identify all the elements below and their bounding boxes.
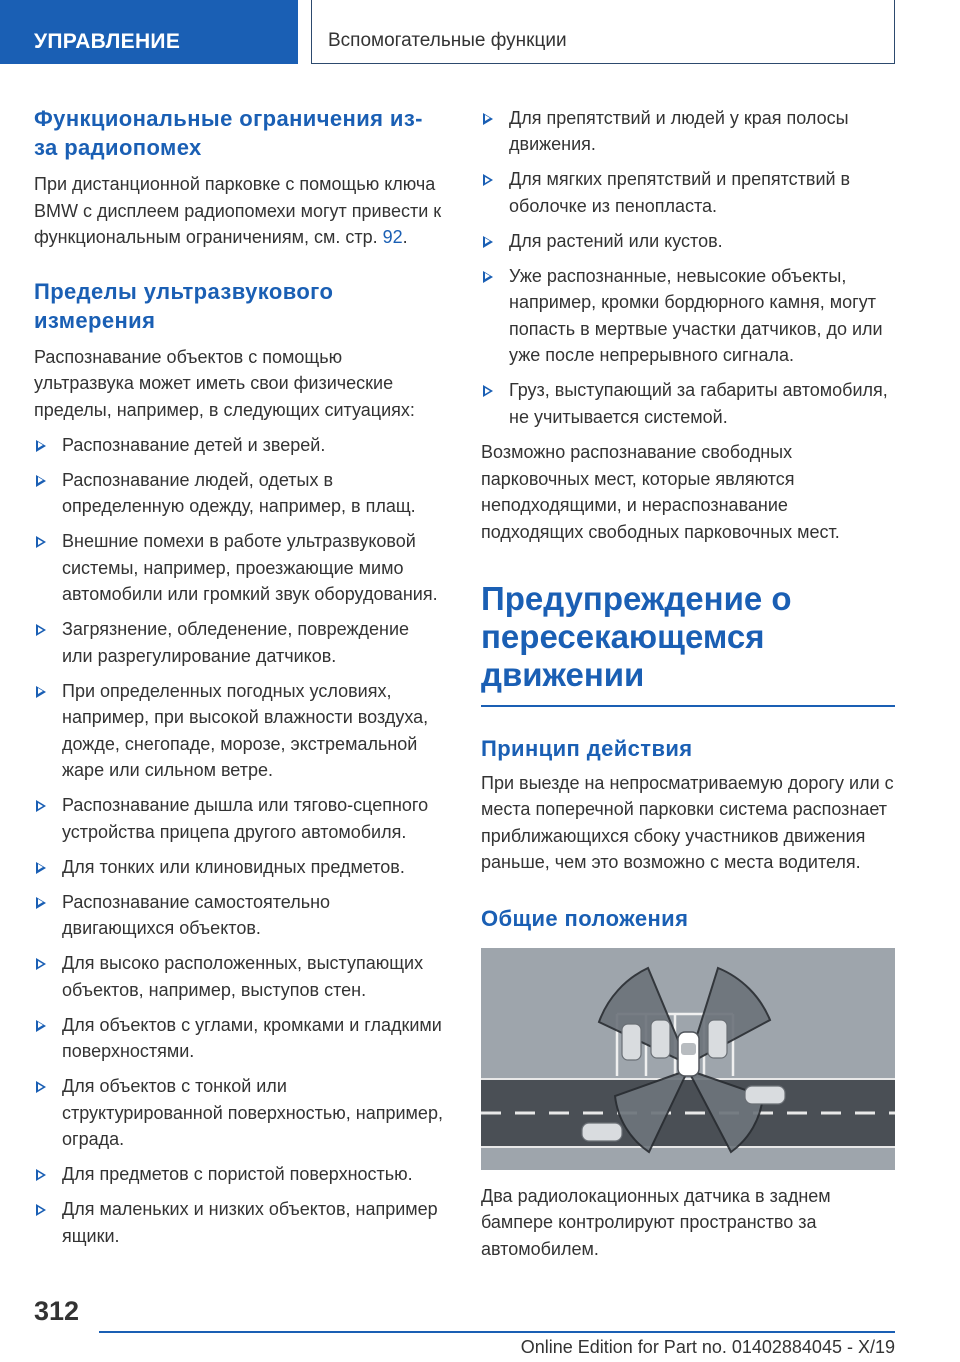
- triangle-bullet-icon: [483, 113, 493, 125]
- list-item-text: Для маленьких и низких объектов, например ящики.: [62, 1199, 438, 1246]
- list-item-text: Для препятствий и людей у края полосы движения.: [509, 107, 849, 154]
- triangle-bullet-icon: [36, 1081, 46, 1093]
- triangle-bullet-icon: [36, 624, 46, 636]
- list-item-text: Распознавание детей и зверей.: [62, 434, 326, 455]
- triangle-bullet-icon: [36, 536, 46, 548]
- list-item-text: Для объектов с углами, кромками и гладкими поверхностями.: [62, 1014, 442, 1061]
- header-chapter-tab: [311, 0, 895, 64]
- list-item-text: Внешние помехи в работе ультразвуковой системы, например, проезжающие мимо автомобили или громкий звук оборудования.: [62, 531, 438, 604]
- figure-caption: Два радиолокационных датчика в заднем бампере контролируют пространство за автомобилем.: [481, 1185, 831, 1259]
- triangle-bullet-icon: [483, 236, 493, 248]
- list-item: [34, 792, 444, 845]
- paragraph-radio-interference: [34, 171, 444, 251]
- list-item: [481, 263, 895, 369]
- paragraph-radio-end: .: [402, 227, 408, 247]
- heading-cross-traffic-warning: Предупреждение о пересекающемся движении: [481, 580, 792, 693]
- triangle-bullet-icon: [36, 440, 46, 452]
- triangle-bullet-icon: [36, 686, 46, 698]
- list-item-text: Распознавание самостоятельно двигающихся объектов.: [62, 891, 331, 938]
- list-item-text: Для предметов с пористой поверхностью.: [62, 1164, 413, 1184]
- triangle-bullet-icon: [36, 958, 46, 970]
- triangle-bullet-icon: [36, 1204, 46, 1216]
- list-item-text: Для объектов с тонкой или структурированной поверхностью, например, ограда.: [62, 1076, 443, 1149]
- list-item: [34, 528, 444, 608]
- parked-car: [651, 1020, 670, 1058]
- passing-car: [582, 1123, 622, 1141]
- paragraph-principle: При выезде на непросматриваемую дорогу или с места поперечной парковки система распознает приближающихся сбоку участников движения раньше, чем это возможно с места водителя.: [481, 772, 894, 872]
- list-item-text: Уже распознанные, невысокие объекты, например, кромки бордюрного камня, могут попасть в мертвые участки датчиков, до или уже после непрерывного сигнала.: [509, 265, 883, 365]
- triangle-bullet-icon: [36, 1169, 46, 1181]
- cross-traffic-diagram: [481, 948, 895, 1170]
- list-item: [34, 1196, 444, 1249]
- list-item: [481, 228, 895, 255]
- list-item: [481, 105, 895, 158]
- list-item: [34, 889, 444, 942]
- heading-general: Общие положения: [481, 905, 689, 931]
- triangle-bullet-icon: [36, 800, 46, 812]
- list-item-text: При определенных погодных условиях, например, при высокой влажности воздуха, дожде, снегопаде, морозе, экстремальной жаре или сильном ветре.: [62, 680, 429, 780]
- parked-car: [622, 1024, 641, 1060]
- header-chapter-label: Вспомогательные функции: [328, 30, 567, 51]
- list-item: [481, 377, 895, 430]
- parked-car: [708, 1020, 727, 1058]
- triangle-bullet-icon: [36, 897, 46, 909]
- right-column: [481, 104, 895, 1262]
- list-item-text: Для мягких препятствий и препятствий в оболочке из пенопласта.: [509, 169, 851, 216]
- footer-edition: Online Edition for Part no. 01402884045 - X/19: [520, 1337, 895, 1357]
- section-divider: [481, 705, 895, 707]
- page-reference-link[interactable]: 92: [382, 227, 403, 247]
- left-column: [34, 104, 444, 1249]
- footer-divider: [99, 1331, 895, 1333]
- list-item: [34, 467, 444, 520]
- list-item: [481, 166, 895, 219]
- list-item-text: Для высоко расположенных, выступающих объектов, например, выступов стен.: [62, 953, 424, 1000]
- cross-traffic-illustration: [481, 948, 895, 1170]
- triangle-bullet-icon: [483, 385, 493, 397]
- list-item: [34, 1161, 444, 1188]
- heading-ultrasonic-limits: Пределы ультразвукового измерения: [34, 278, 334, 333]
- passing-car: [745, 1086, 785, 1104]
- header-section-label: УПРАВЛЕНИЕ: [34, 30, 181, 53]
- triangle-bullet-icon: [36, 1020, 46, 1032]
- car-window: [681, 1043, 696, 1055]
- limitations-list: [34, 432, 444, 1250]
- list-item: [34, 432, 444, 459]
- triangle-bullet-icon: [483, 271, 493, 283]
- list-item-text: Распознавание людей, одетых в определенную одежду, например, в плащ.: [62, 469, 416, 516]
- list-item-text: Загрязнение, обледенение, повреждение или разрегулирование датчиков.: [62, 619, 410, 666]
- limitations-list-continued: [481, 105, 895, 431]
- page-number: 312: [34, 1296, 80, 1326]
- triangle-bullet-icon: [36, 862, 46, 874]
- list-item: [34, 950, 444, 1003]
- triangle-bullet-icon: [483, 174, 493, 186]
- paragraph-ultrasonic-limits: Распознавание объектов с помощью ультразвука может иметь свои физические пределы, например, в следующих ситуациях:: [34, 346, 415, 420]
- list-item-text: Распознавание дышла или тягово-сцепного устройства прицепа другого автомобиля.: [62, 795, 429, 842]
- list-item-text: Для растений или кустов.: [509, 230, 723, 251]
- paragraph-radio-text: При дистанционной парковке с помощью ключа BMW с дисплеем радиопомехи могут привести к функциональным ограничениям, см. стр.: [34, 174, 442, 247]
- header-section-tab: [0, 0, 298, 64]
- heading-principle: Принцип действия: [481, 735, 693, 761]
- heading-radio-interference: Функциональные ограничения из-за радиопомех: [34, 106, 423, 160]
- paragraph-parking-spaces: Возможно распознавание свободных парковочных мест, которые являются неподходящими, и нераспознавание подходящих свободных парковочных мест.: [481, 442, 840, 542]
- list-item: [34, 1073, 444, 1153]
- list-item: [34, 854, 444, 881]
- list-item: [34, 1012, 444, 1065]
- list-item: [34, 616, 444, 669]
- list-item: [34, 678, 444, 784]
- list-item-text: Для тонких или клиновидных предметов.: [62, 856, 405, 877]
- triangle-bullet-icon: [36, 475, 46, 487]
- list-item-text: Груз, выступающий за габариты автомобиля, не учитывается системой.: [509, 380, 888, 427]
